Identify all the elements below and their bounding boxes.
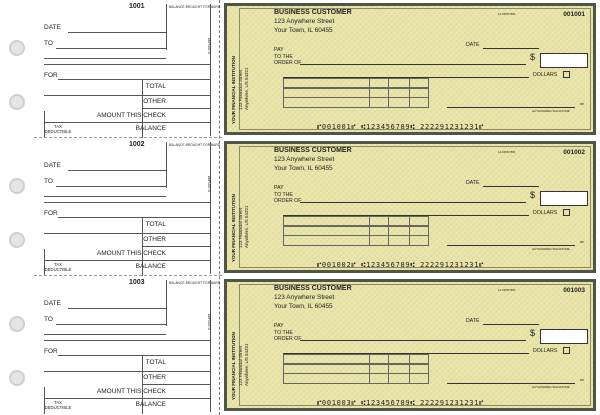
stub-balance-label: BALANCE [135,125,166,132]
check-stub [34,0,222,138]
stub-rule [44,233,210,234]
pay-to-text: PAY TO THE ORDER OF [274,185,302,204]
stub-tax-deductible-label: TAX DEDUCTIBLE [44,124,72,134]
stub-balance-label: BALANCE [135,263,166,270]
stub-date-line[interactable] [68,308,166,309]
stub-number: 1001 [129,3,145,10]
business-address-line2: Your Town, IL 60455 [274,303,333,310]
stub-divider [34,137,222,138]
bank-name: YOUR FINANCIAL INSTITUTION [231,194,236,262]
business-name: BUSINESS CUSTOMER [274,147,352,154]
authorized-signature-label: AUTHORIZED SIGNATURE [532,247,570,251]
stub-tax-deductible-label: TAX DEDUCTIBLE [44,400,72,410]
date-label: DATE [466,42,480,48]
stub-rule [166,142,167,188]
stub-to-line[interactable] [56,186,166,187]
pay-to-text: PAY TO THE ORDER OF [274,323,302,342]
bank-info-vertical [230,300,250,400]
check-number: 001003 [563,287,585,294]
bank-city: Anywhere, US 54321 [244,343,249,386]
stub-total-label: TOTAL [145,221,166,228]
authorized-signature-label: AUTHORIZED SIGNATURE [532,109,570,113]
stub-total-label: TOTAL [145,359,166,366]
date-line[interactable] [483,186,539,187]
stub-amount-this-check-label: AMOUNT THIS CHECK [96,388,166,395]
signature-line[interactable] [447,107,575,108]
stub-number: 1002 [129,141,145,148]
amount-box[interactable] [540,53,588,68]
bank-info-vertical [230,162,250,262]
deposits-label: DEPOSITS [207,314,211,331]
stub-for-label: FOR [44,210,58,217]
date-line[interactable] [483,48,539,49]
stub-to-label: TO [44,40,53,47]
mp-mark: MP [580,240,585,244]
stub-to-line[interactable] [56,48,166,49]
business-check [224,3,596,135]
stub-to-label: TO [44,178,53,185]
binder-hole [9,178,25,194]
stub-rule [44,202,210,203]
stub-balance-label: BALANCE [135,401,166,408]
date-label: DATE [466,180,480,186]
stub-other-label: OTHER [143,98,166,105]
payee-line[interactable] [300,202,526,203]
micr-line: ⑈001003⑈ ⑆123456789⑆ 222291231231⑈ [317,399,485,407]
balance-brought-forward-label: BALANCE BROUGHT FORWARD [169,281,221,285]
binder-hole [9,94,25,110]
binder-strip [0,0,34,415]
bank-name: YOUR FINANCIAL INSTITUTION [231,56,236,124]
signature-line[interactable] [447,383,575,384]
stub-for-label: FOR [44,348,58,355]
stub-to-line-2[interactable] [44,334,166,335]
stub-rule [166,4,167,50]
routing-fraction: 12-3456/7890 [498,12,516,16]
stub-for-line[interactable] [58,217,210,218]
dollars-label: DOLLARS [533,348,558,354]
stub-rule [210,142,211,274]
dollar-sign: $ [530,328,536,338]
stub-rule [44,398,210,399]
stub-rule [142,246,210,247]
bank-street: 123 Financial Street [238,207,243,248]
stub-date-label: DATE [44,24,61,31]
stub-for-line[interactable] [58,355,210,356]
stub-for-line[interactable] [58,79,210,80]
business-address-line1: 123 Anywhere Street [274,18,335,25]
security-grid [283,216,429,246]
mp-mark: MP [580,378,585,382]
bank-street: 123 Financial Street [238,69,243,110]
business-name: BUSINESS CUSTOMER [274,285,352,292]
stub-date-line[interactable] [68,170,166,171]
stub-total-label: TOTAL [145,83,166,90]
pay-to-label [274,323,301,343]
binder-hole [9,40,25,56]
stub-amount-this-check-label: AMOUNT THIS CHECK [96,112,166,119]
balance-brought-forward-label: BALANCE BROUGHT FORWARD [169,143,221,147]
amount-box[interactable] [540,191,588,206]
bank-street: 123 Financial Street [238,345,243,386]
binder-hole [9,316,25,332]
business-address-line1: 123 Anywhere Street [274,294,335,301]
stub-to-line-2[interactable] [44,196,166,197]
routing-fraction: 12-3456/7890 [498,150,516,154]
stub-rule [44,64,210,65]
signature-line[interactable] [447,245,575,246]
stub-rule [166,280,167,326]
check-number: 001002 [563,149,585,156]
bank-name: YOUR FINANCIAL INSTITUTION [231,332,236,400]
routing-fraction: 12-3456/7890 [498,288,516,292]
date-line[interactable] [483,324,539,325]
stub-other-label: OTHER [143,374,166,381]
stub-to-line-2[interactable] [44,58,166,59]
business-check [224,141,596,273]
security-lock-icon [563,347,570,354]
business-check [224,279,596,411]
stub-to-label: TO [44,316,53,323]
stub-rule [44,340,210,341]
stub-amount-this-check-label: AMOUNT THIS CHECK [96,250,166,257]
security-grid [283,78,429,108]
micr-line: ⑈001002⑈ ⑆123456789⑆ 222291231231⑈ [317,261,485,269]
stub-date-label: DATE [44,162,61,169]
micr-line: ⑈001001⑈ ⑆123456789⑆ 222291231231⑈ [317,123,485,131]
pay-to-label [274,185,301,205]
business-address-line2: Your Town, IL 60455 [274,165,333,172]
business-address-line1: 123 Anywhere Street [274,156,335,163]
deposits-label: DEPOSITS [207,176,211,193]
dollar-sign: $ [530,52,536,62]
check-stub [34,138,222,276]
deposits-label: DEPOSITS [207,38,211,55]
dollars-label: DOLLARS [533,210,558,216]
date-label: DATE [466,318,480,324]
stub-rule [210,4,211,136]
bank-city: Anywhere, US 54321 [244,205,249,248]
stub-for-label: FOR [44,72,58,79]
mp-mark: MP [580,102,585,106]
stub-date-label: DATE [44,300,61,307]
amount-box[interactable] [540,329,588,344]
stub-rule [44,122,210,123]
bank-city: Anywhere, US 54321 [244,67,249,110]
security-grid [283,354,429,384]
dollar-sign: $ [530,190,536,200]
stub-to-line[interactable] [56,324,166,325]
balance-brought-forward-label: BALANCE BROUGHT FORWARD [169,5,221,9]
authorized-signature-label: AUTHORIZED SIGNATURE [532,385,570,389]
stub-rule [142,108,210,109]
check-stub [34,276,222,414]
stub-rule [44,95,210,96]
pay-to-label [274,47,301,67]
stub-number: 1003 [129,279,145,286]
business-name: BUSINESS CUSTOMER [274,9,352,16]
payee-line[interactable] [300,64,526,65]
stub-date-line[interactable] [68,32,166,33]
dollars-label: DOLLARS [533,72,558,78]
stub-rule [44,260,210,261]
stub-rule [142,384,210,385]
binder-hole [9,232,25,248]
check-number: 001001 [563,11,585,18]
bank-info-vertical [230,24,250,124]
stub-other-label: OTHER [143,236,166,243]
binder-hole [9,370,25,386]
stub-tax-deductible-label: TAX DEDUCTIBLE [44,262,72,272]
security-lock-icon [563,209,570,216]
business-address-line2: Your Town, IL 60455 [274,27,333,34]
pay-to-text: PAY TO THE ORDER OF [274,47,302,66]
stub-divider [34,275,222,276]
security-lock-icon [563,71,570,78]
stub-rule [44,371,210,372]
payee-line[interactable] [300,340,526,341]
stub-rule [210,280,211,412]
